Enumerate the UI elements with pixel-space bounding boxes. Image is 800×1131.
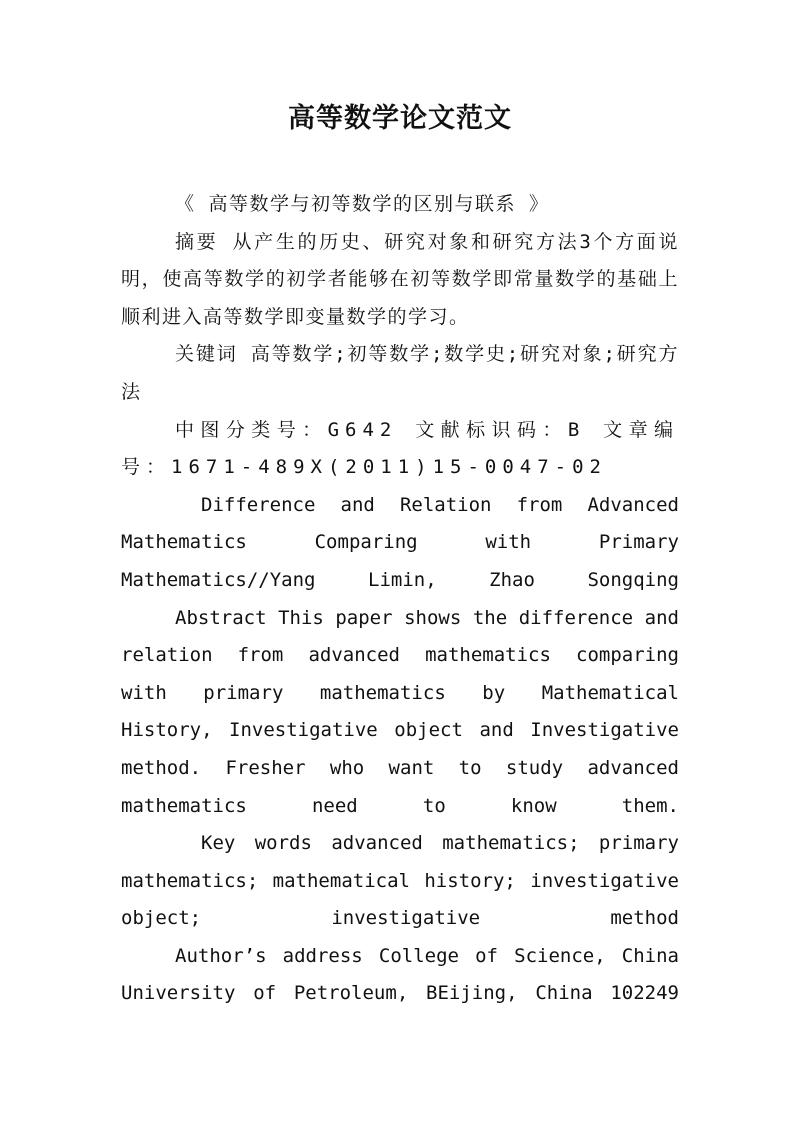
english-abstract: Abstract This paper shows the difference and relation from advanced mathematics comparing with primary mathematics by Mathematical History, Investigative object and Investigative method. Fresher who want to study advanced mathematics need to know them.	[121, 606, 679, 817]
classification-numbers: 中图分类号：G642 文献标识码：B 文章编号：1671-489X(2011)15-0047-02	[121, 418, 679, 479]
english-keywords: Key words advanced mathematics; primary mathematics; mathematical history; investigative object; investigative method	[121, 832, 679, 930]
chinese-keywords: 关键词 高等数学;初等数学;数学史;研究对象;研究方法	[121, 343, 679, 403]
author-address: Author’s address College of Science, China University of Petroleum, BEijing, China 102249	[121, 944, 679, 1005]
chinese-abstract: 摘要 从产生的历史、研究对象和研究方法3个方面说明，使高等数学的初学者能够在初等数学即常量数学的基础上顺利进入高等数学即变量数学的学习。	[121, 230, 679, 328]
document-title: 高等数学论文范文	[288, 103, 512, 134]
english-article-title: Difference and Relation from Advanced Mathematics Comparing with Primary Mathematics//Yang Limin, Zhao Songqing	[121, 493, 679, 591]
document-body	[121, 186, 679, 1013]
chinese-article-title: 《 高等数学与初等数学的区别与联系 》	[175, 193, 550, 215]
